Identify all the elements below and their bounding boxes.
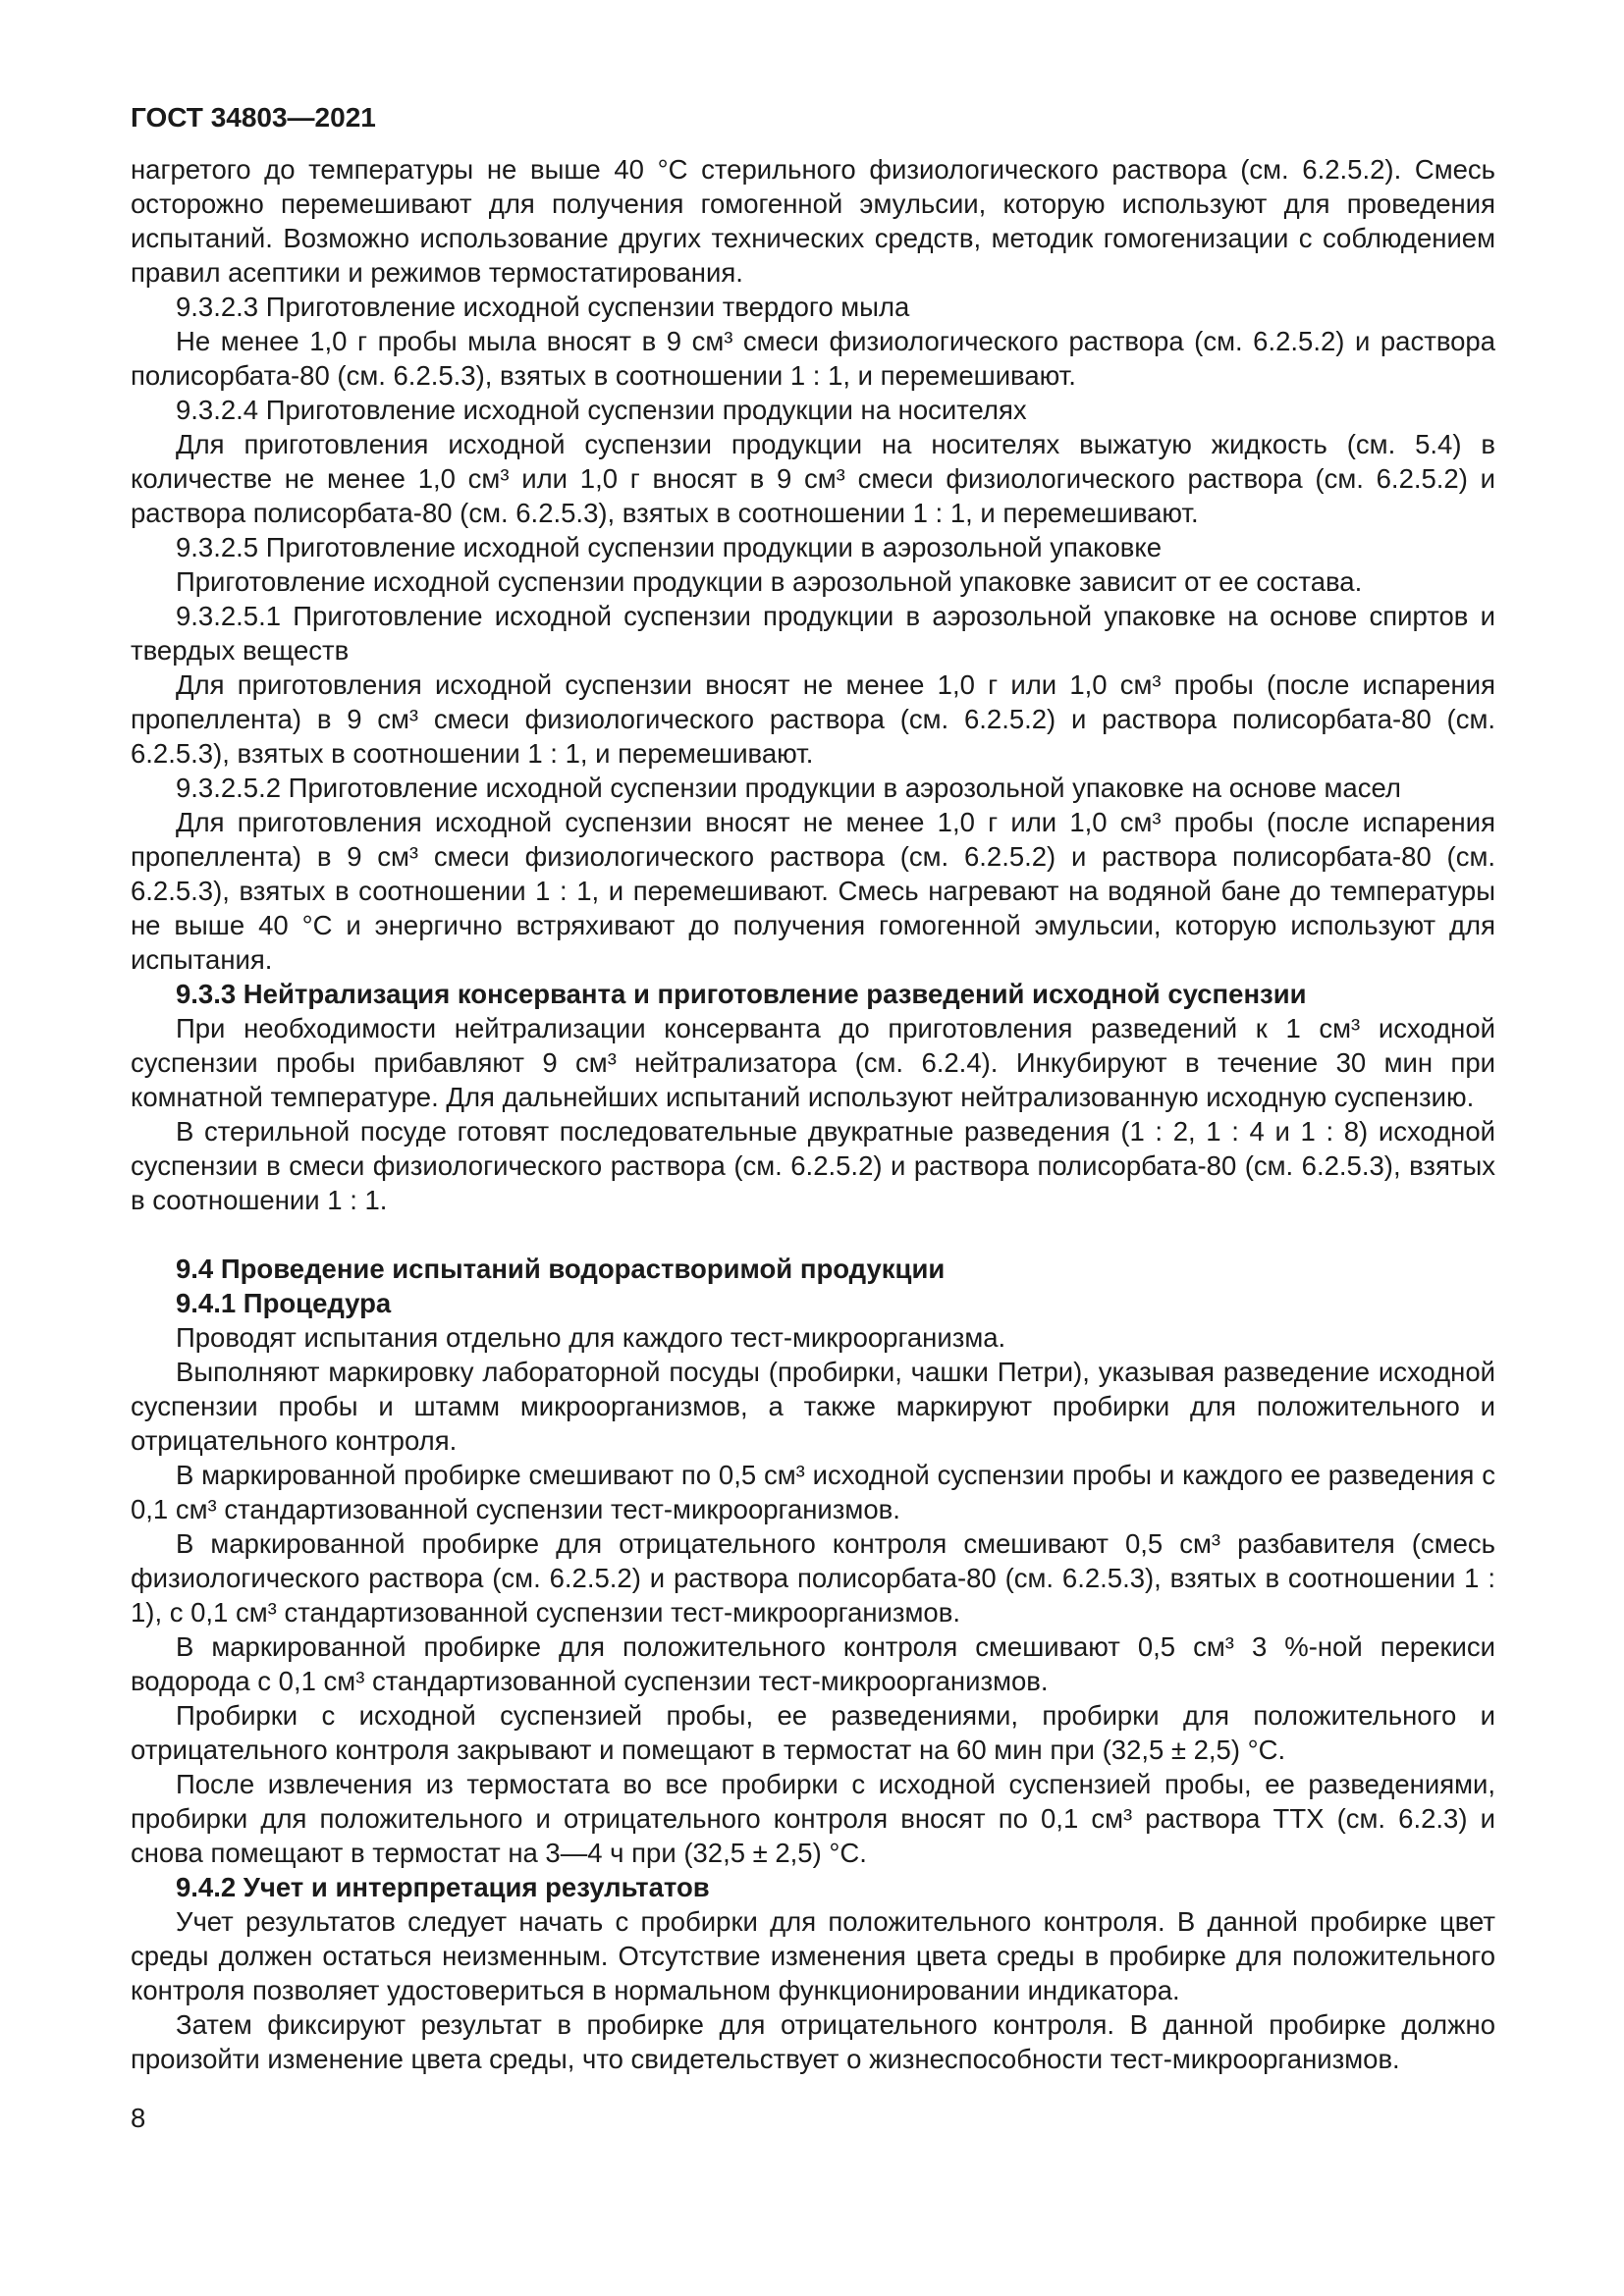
paragraph: Для приготовления исходной суспензии вносят не менее 1,0 г или 1,0 см³ пробы (после испарения пропеллента) в 9 см³ смеси физиологического раствора (см. 6.2.5.2) и раствора полисорбата-80 (см. 6.2.5.3), взятых в соотношении 1 : 1, и перемешивают. Смесь нагревают на водяной бане до температуры не выше 40 °С и энергично встряхивают до получения гомогенной эмульсии, которую используют для испытания. (131, 807, 1495, 975)
paragraph: В маркированной пробирке для положительного контроля смешивают 0,5 см³ 3 %-ной перекиси водорода с 0,1 см³ стандартизованной суспензии тест-микроорганизмов. (131, 1631, 1495, 1696)
heading-9-4: 9.4 Проведение испытаний водорастворимой продукции (176, 1254, 946, 1284)
paragraph: Проводят испытания отдельно для каждого тест-микроорганизма. (176, 1322, 1006, 1353)
heading-9-3-2-5: 9.3.2.5 Приготовление исходной суспензии продукции в аэрозольной упаковке (176, 532, 1163, 562)
paragraph: Не менее 1,0 г пробы мыла вносят в 9 см³ смеси физиологического раствора (см. 6.2.5.2) и раствора полисорбата-80 (см. 6.2.5.3), взятых в соотношении 1 : 1, и перемешивают. (131, 326, 1495, 391)
heading-9-3-2-5-2: 9.3.2.5.2 Приготовление исходной суспензии продукции в аэрозольной упаковке на основе масел (176, 773, 1401, 803)
heading-9-4-1: 9.4.1 Процедура (176, 1288, 392, 1318)
heading-9-3-3: 9.3.3 Нейтрализация консерванта и приготовление разведений исходной суспензии (176, 979, 1307, 1009)
heading-9-3-2-3: 9.3.2.3 Приготовление исходной суспензии твердого мыла (176, 292, 910, 322)
paragraph: В стерильной посуде готовят последовательные двукратные разведения (1 : 2, 1 : 4 и 1 : 8) исходной суспензии в смеси физиологического раствора (см. 6.2.5.2) и раствора полисорбата-80 (см. 6.2.5.3), взятых в соотношении 1 : 1. (131, 1116, 1495, 1215)
paragraph: Приготовление исходной суспензии продукции в аэрозольной упаковке зависит от ее состава. (176, 566, 1363, 597)
document-header: ГОСТ 34803—2021 (131, 102, 376, 133)
heading-9-4-2: 9.4.2 Учет и интерпретация результатов (176, 1872, 710, 1902)
paragraph: Затем фиксируют результат в пробирке для отрицательного контроля. В данной пробирке должно произойти изменение цвета среды, что свидетельствует о жизнеспособности тест-микроорганизмов. (131, 2009, 1495, 2074)
paragraph: Для приготовления исходной суспензии продукции на носителях выжатую жидкость (см. 5.4) в количестве не менее 1,0 см³ или 1,0 г вносят в 9 см³ смеси физиологического раствора (см. 6.2.5.2) и раствора полисорбата-80 (см. 6.2.5.3), взятых в соотношении 1 : 1, и перемешивают. (131, 429, 1495, 528)
paragraph: Для приготовления исходной суспензии вносят не менее 1,0 г или 1,0 см³ пробы (после испарения пропеллента) в 9 см³ смеси физиологического раствора (см. 6.2.5.2) и раствора полисорбата-80 (см. 6.2.5.3), взятых в соотношении 1 : 1, и перемешивают. (131, 669, 1495, 769)
paragraph: После извлечения из термостата во все пробирки с исходной суспензией пробы, ее разведениями, пробирки для положительного и отрицательного контроля вносят по 0,1 см³ раствора ТТХ (см. 6.2.3) и снова помещают в термостат на 3—4 ч при (32,5 ± 2,5) °С. (131, 1769, 1495, 1868)
paragraph: При необходимости нейтрализации консерванта до приготовления разведений к 1 см³ исходной суспензии пробы прибавляют 9 см³ нейтрализатора (см. 6.2.4). Инкубируют в течение 30 мин при комнатной температуре. Для дальнейших испытаний используют нейтрализованную исходную суспензию. (131, 1013, 1495, 1112)
heading-9-3-2-4: 9.3.2.4 Приготовление исходной суспензии продукции на носителях (176, 395, 1027, 425)
paragraph: Выполняют маркировку лабораторной посуды (пробирки, чашки Петри), указывая разведение исходной суспензии пробы и штамм микроорганизмов, а также маркируют пробирки для положительного и отрицательного контроля. (131, 1357, 1495, 1456)
paragraph: В маркированной пробирке смешивают по 0,5 см³ исходной суспензии пробы и каждого ее разведения с 0,1 см³ стандартизованной суспензии тест-микроорганизмов. (131, 1460, 1495, 1524)
paragraph: Учет результатов следует начать с пробирки для положительного контроля. В данной пробирке цвет среды должен остаться неизменным. Отсутствие изменения цвета среды в пробирке для положительного контроля позволяет удостовериться в нормальном функционировании индикатора. (131, 1906, 1495, 2005)
paragraph-continuation: нагретого до температуры не выше 40 °С стерильного физиологического раствора (см. 6.2.5.2). Смесь осторожно перемешивают для получения гомогенной эмульсии, которую используют для проведения испытаний. Возможно использование других технических средств, методик гомогенизации с соблюдением правил асептики и режимов термостатирования. (131, 154, 1495, 288)
paragraph: В маркированной пробирке для отрицательного контроля смешивают 0,5 см³ разбавителя (смесь физиологического раствора (см. 6.2.5.2) и раствора полисорбата-80 (см. 6.2.5.3), взятых в соотношении 1 : 1), с 0,1 см³ стандартизованной суспензии тест-микроорганизмов. (131, 1528, 1495, 1628)
page-number: 8 (131, 2103, 146, 2133)
heading-9-3-2-5-1: 9.3.2.5.1 Приготовление исходной суспензии продукции в аэрозольной упаковке на основе спиртов и твердых веществ (131, 601, 1495, 666)
document-body (131, 152, 1495, 2076)
paragraph: Пробирки с исходной суспензией пробы, ее разведениями, пробирки для положительного и отрицательного контроля закрывают и помещают в термостат на 60 мин при (32,5 ± 2,5) °С. (131, 1700, 1495, 1765)
